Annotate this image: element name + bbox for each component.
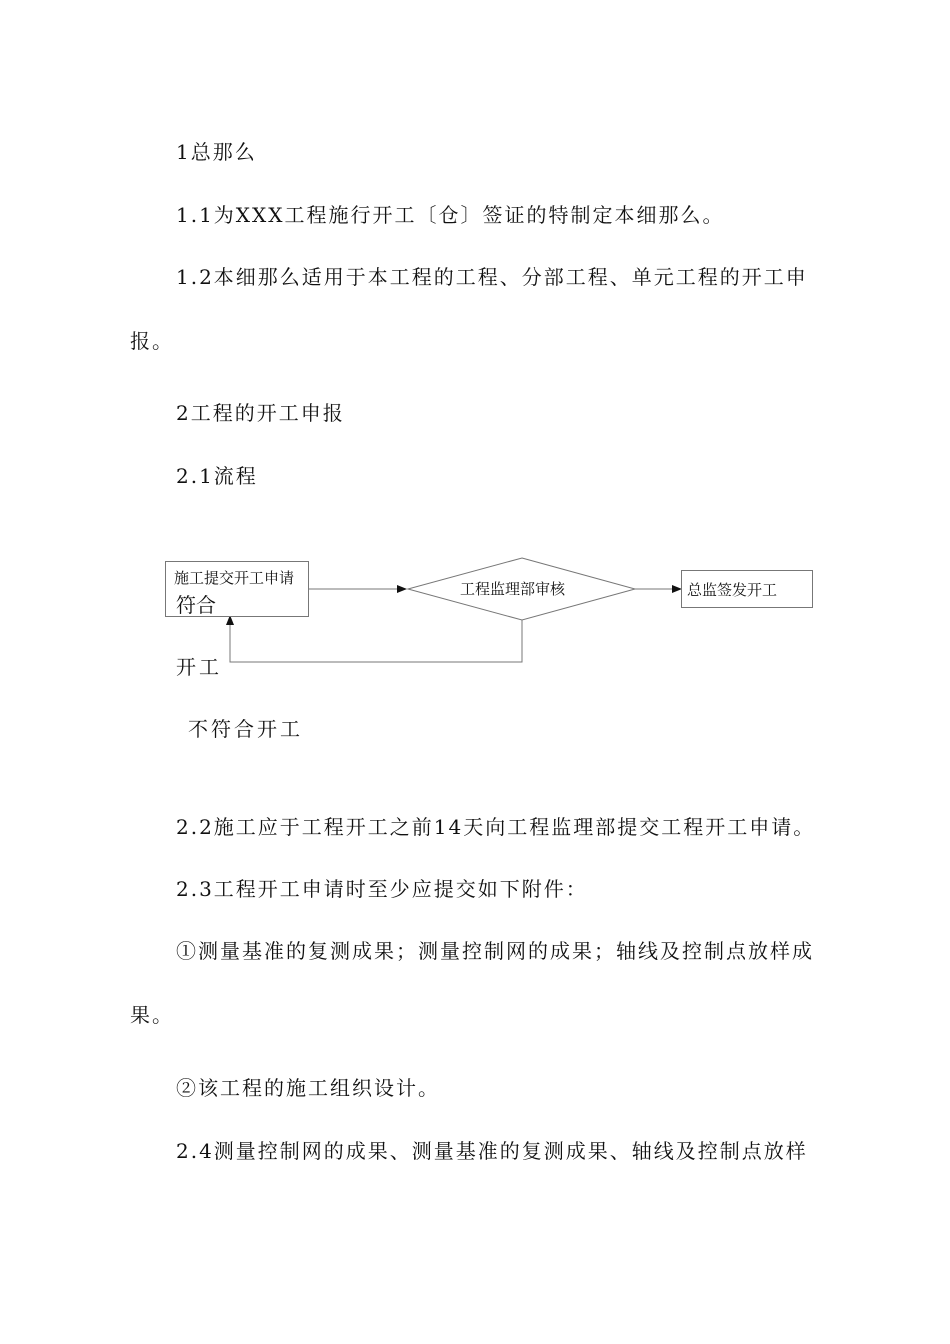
list-item-1: ①测量基准的复测成果；测量控制网的成果；轴线及控制点放样成果。 (130, 939, 814, 1027)
start-work-label: 开工 (176, 655, 222, 679)
paragraph-2-2: 2.2施工应于工程开工之前14天向工程监理部提交工程开工申请。 (176, 815, 816, 839)
section-1-heading: 1总那么 (176, 140, 257, 164)
subsection-2-1-heading: 2.1流程 (176, 464, 258, 488)
paragraph-1-1: 1.1为XXX工程施行开工〔仓〕签证的特制定本细那么。 (176, 203, 725, 227)
section-2-heading: 2工程的开工申报 (176, 401, 345, 425)
paragraph-2-3: 2.3工程开工申请时至少应提交如下附件： (176, 877, 588, 901)
start-box-label: 施工提交开工申请 (174, 571, 295, 587)
approval-box (681, 570, 813, 608)
list-item-2: ②该工程的施工组织设计。 (176, 1076, 440, 1100)
arrow-return-to-start (230, 616, 522, 662)
approval-box-label: 总监签发开工 (687, 583, 778, 599)
paragraph-1-2: 1.2本细那么适用于本工程的工程、分部工程、单元工程的开工申报。 (130, 265, 808, 353)
start-box (165, 561, 309, 617)
paragraph-2-4: 2.4测量控制网的成果、测量基准的复测成果、轴线及控制点放样 (176, 1139, 808, 1163)
non-compliant-label: 不符合开工 (188, 717, 303, 741)
start-box-result-label: 符合 (176, 595, 216, 617)
review-diamond-label: 工程监理部审核 (460, 582, 566, 598)
